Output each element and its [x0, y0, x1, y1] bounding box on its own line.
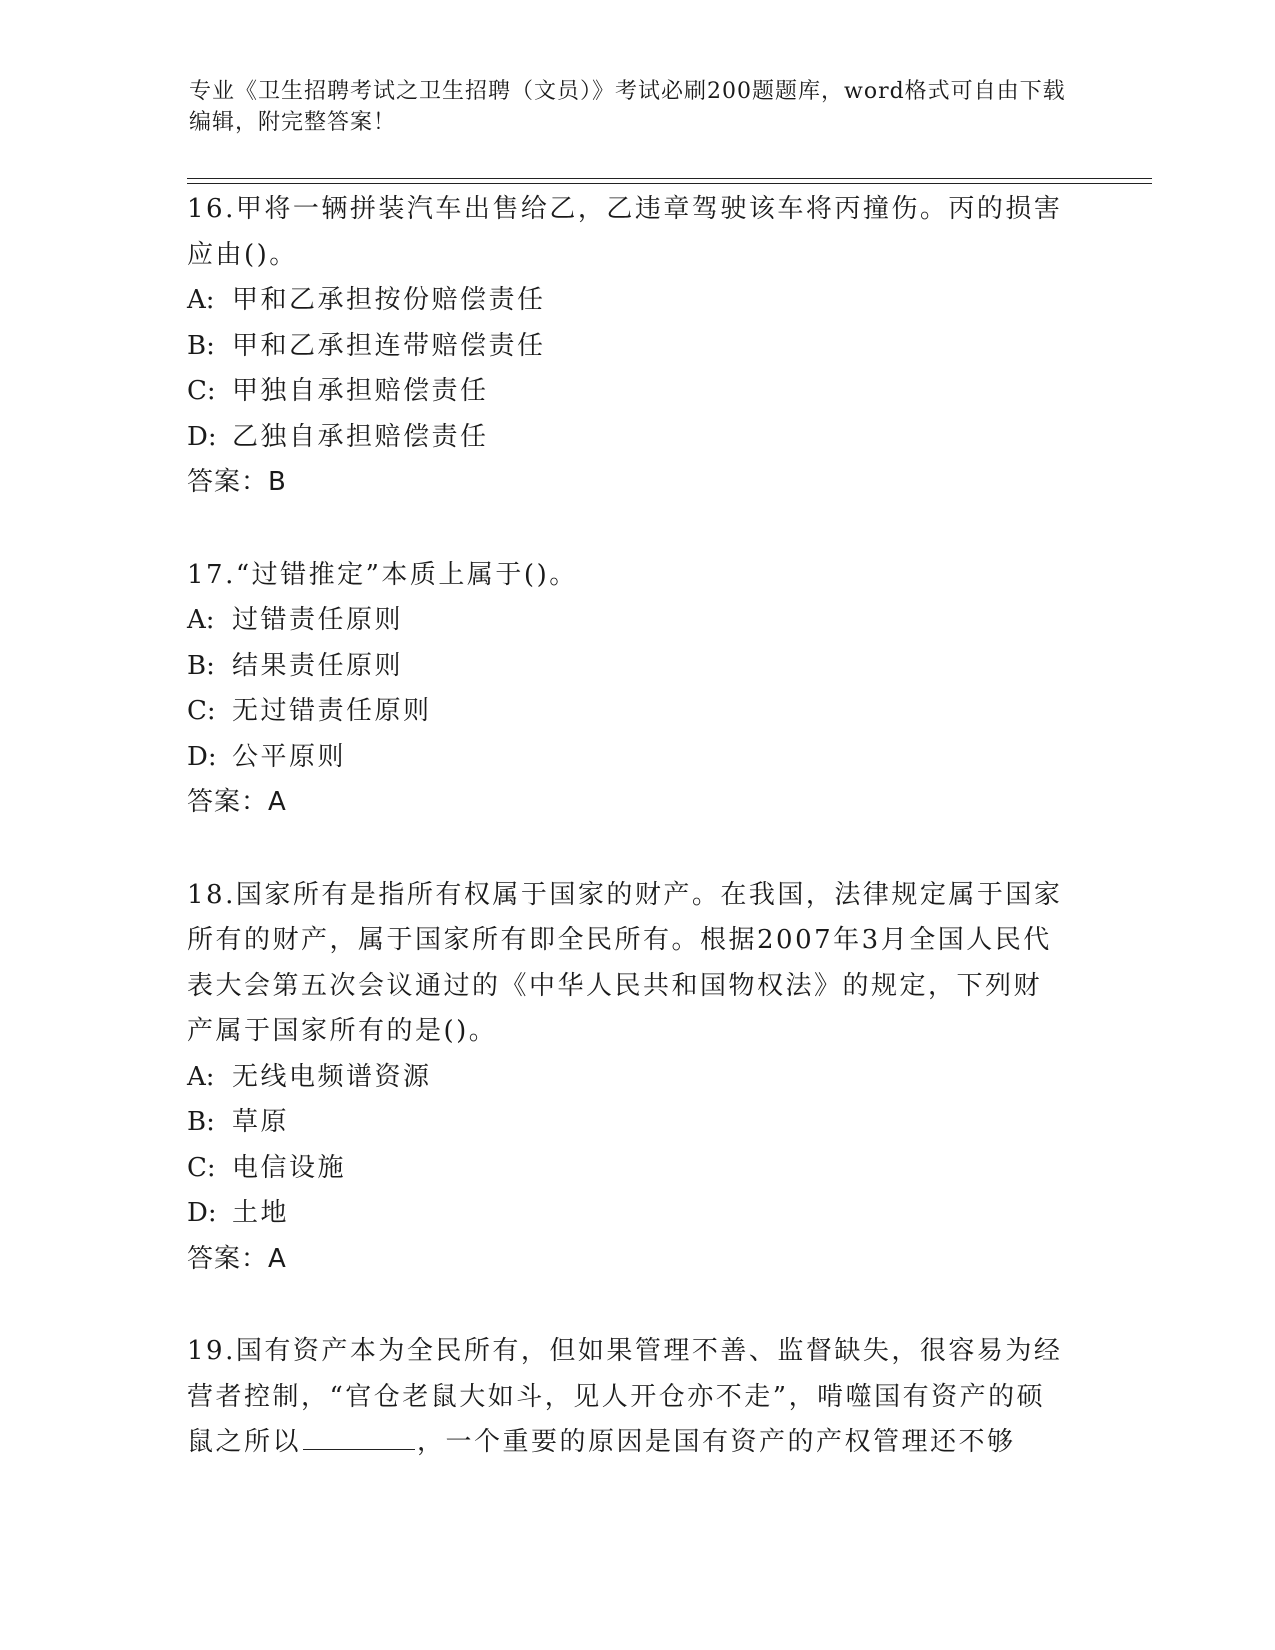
- question-stem: 17.“过错推定”本质上属于()。: [187, 559, 578, 590]
- option-c: [187, 369, 1077, 415]
- option-letter: A:: [187, 285, 215, 315]
- stem-text-after-blank: ，一个重要的原因是国有资产的产权管理还不够: [417, 1427, 1016, 1457]
- option-letter: B:: [187, 650, 215, 681]
- answer-line: 答案：A: [187, 1243, 287, 1274]
- question-stem: 16.甲将一辆拼装汽车出售给乙，乙违章驾驶该车将丙撞伤。丙的损害应由()。: [187, 194, 1063, 270]
- option-b: [187, 324, 1077, 370]
- option-letter: B:: [187, 1107, 215, 1137]
- question-19: [187, 1329, 1077, 1466]
- option-text: 公平原则: [232, 741, 347, 772]
- option-a: [187, 598, 1077, 644]
- question-stem: [187, 1329, 1067, 1466]
- option-text: 草原: [232, 1107, 290, 1137]
- option-text: 无过错责任原则: [232, 696, 432, 726]
- option-letter: D:: [187, 1198, 217, 1228]
- option-text: 甲和乙承担按份赔偿责任: [232, 285, 546, 315]
- option-text: 土地: [232, 1198, 290, 1228]
- question-16: [187, 187, 1077, 506]
- option-letter: C:: [187, 696, 216, 726]
- question-18: [187, 873, 1077, 1283]
- option-c: [187, 689, 1077, 735]
- document-header: 专业《卫生招聘考试之卫生招聘（文员）》考试必刷200题题库，word格式可自由下载编辑，附完整答案！: [189, 79, 1066, 135]
- option-a: [187, 278, 1077, 324]
- option-letter: A:: [187, 605, 215, 635]
- question-stem: 18.国家所有是指所有权属于国家的财产。在我国，法律规定属于国家所有的财产，属于国家所有即全民所有。根据2007年3月全国人民代表大会第五次会议通过的《中华人民共和国物权法》的规定，下列财产属于国家所有的是()。: [187, 879, 1063, 1046]
- option-letter: B:: [187, 330, 215, 361]
- question-17: [187, 553, 1077, 826]
- option-text: 结果责任原则: [232, 650, 404, 681]
- option-text: 甲和乙承担连带赔偿责任: [232, 330, 546, 361]
- option-letter: C:: [187, 376, 216, 406]
- question-list: [187, 187, 1077, 1513]
- option-d: [187, 1191, 1077, 1237]
- option-c: [187, 1146, 1077, 1192]
- option-letter: D:: [187, 741, 217, 772]
- option-text: 乙独自承担赔偿责任: [232, 421, 489, 452]
- option-text: 甲独自承担赔偿责任: [232, 376, 489, 406]
- header-divider-top: [187, 178, 1152, 179]
- option-text: 电信设施: [232, 1152, 347, 1183]
- option-text: 无线电频谱资源: [232, 1061, 432, 1092]
- answer-line: 答案：A: [187, 787, 287, 817]
- option-b: [187, 644, 1077, 690]
- option-text: 过错责任原则: [232, 605, 404, 635]
- option-letter: C:: [187, 1152, 216, 1183]
- fill-in-blank: [303, 1427, 415, 1450]
- stem-text-before-blank: 19.国有资产本为全民所有，但如果管理不善、监督缺失，很容易为经营者控制，“官仓老鼠大如斗，见人开仓亦不走”，啃噬国有资产的硕鼠之所以: [187, 1336, 1063, 1457]
- option-b: [187, 1100, 1077, 1146]
- option-d: [187, 735, 1077, 781]
- option-letter: D:: [187, 421, 217, 452]
- option-letter: A:: [187, 1061, 215, 1092]
- option-d: [187, 415, 1077, 461]
- header-divider-bottom: [187, 183, 1152, 184]
- answer-line: 答案：B: [187, 467, 287, 497]
- option-a: [187, 1055, 1077, 1101]
